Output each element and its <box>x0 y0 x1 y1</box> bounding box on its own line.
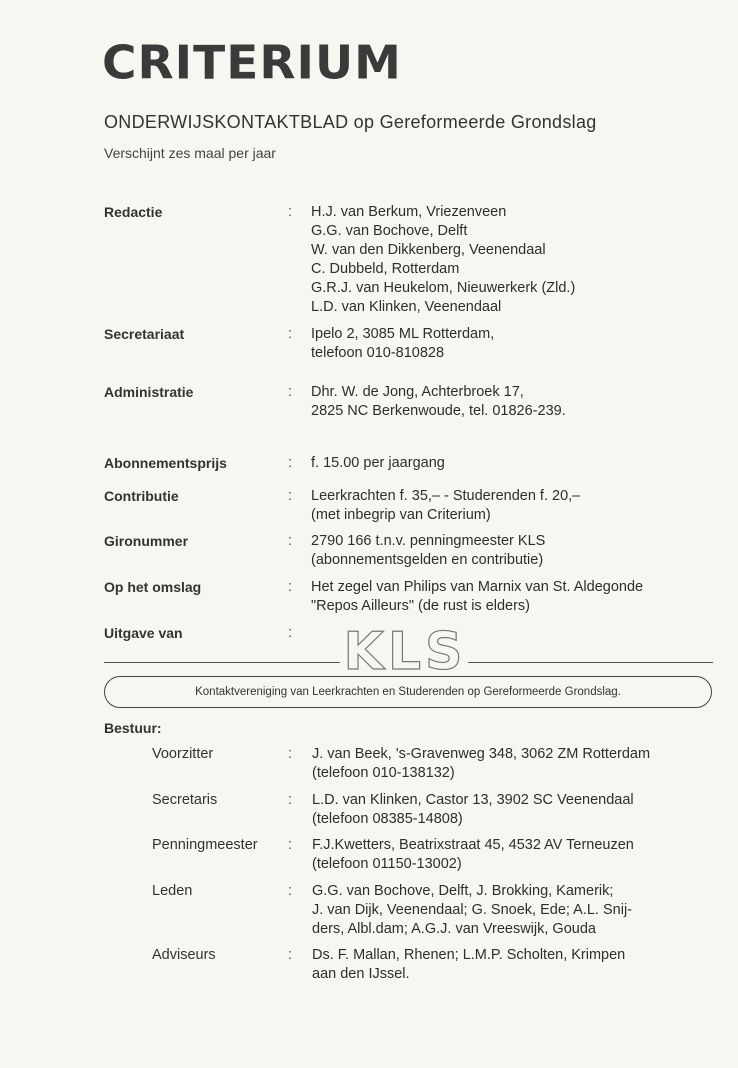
board-line: (telefoon 01150-13002) <box>312 856 462 872</box>
info-value <box>311 383 731 421</box>
board-value <box>312 836 727 874</box>
colon: : <box>288 533 293 549</box>
board-value <box>312 882 727 939</box>
info-line: Ipelo 2, 3085 ML Rotterdam, <box>311 326 495 342</box>
board-line: (telefoon 08385-14808) <box>312 811 463 827</box>
info-value <box>311 203 731 317</box>
divider <box>468 662 713 663</box>
info-line: C. Dubbeld, Rotterdam <box>311 261 460 277</box>
info-line: Het zegel van Philips van Marnix van St. Aldegonde <box>311 579 644 595</box>
board-line: ders, Albl.dam; A.G.J. van Vreeswijk, Gouda <box>312 921 596 937</box>
info-line: H.J. van Berkum, Vriezenveen <box>311 204 507 220</box>
association-banner <box>104 676 712 708</box>
colon: : <box>288 837 293 853</box>
publication-frequency: Verschijnt zes maal per jaar <box>104 145 276 161</box>
colon: : <box>288 204 293 220</box>
info-value <box>311 325 731 363</box>
info-line: 2790 166 t.n.v. penningmeester KLS <box>311 533 546 549</box>
colon: : <box>288 746 293 762</box>
info-line: "Repos Ailleurs" (de rust is elders) <box>311 598 531 614</box>
colon: : <box>288 384 293 400</box>
masthead-subtitle: ONDERWIJSKONTAKTBLAD op Gereformeerde Grondslag <box>104 112 597 132</box>
board-title: Bestuur: <box>104 720 162 736</box>
colon: : <box>288 883 293 899</box>
board-value <box>312 745 727 783</box>
board-line: J. van Beek, 's-Gravenweg 348, 3062 ZM Rotterdam <box>312 746 651 762</box>
board-role: Voorzitter <box>152 746 214 762</box>
colon: : <box>288 455 293 471</box>
divider <box>104 662 340 663</box>
board-line: aan den IJssel. <box>312 966 410 982</box>
info-line: W. van den Dikkenberg, Veenendaal <box>311 242 546 258</box>
board-line: F.J.Kwetters, Beatrixstraat 45, 4532 AV Terneuzen <box>312 837 634 853</box>
info-line: 2825 NC Berkenwoude, tel. 01826-239. <box>311 403 566 419</box>
info-line: f. 15.00 per jaargang <box>311 455 445 471</box>
board-role: Leden <box>152 883 193 899</box>
info-value <box>311 578 731 616</box>
colon: : <box>288 326 293 342</box>
board-role: Adviseurs <box>152 947 216 963</box>
board-line: J. van Dijk, Veenendaal; G. Snoek, Ede; A.L. Snij- <box>312 902 632 918</box>
board-line: Ds. F. Mallan, Rhenen; L.M.P. Scholten, Krimpen <box>312 947 626 963</box>
masthead-title: CRITERIUM <box>102 36 402 91</box>
info-line: L.D. van Klinken, Veenendaal <box>311 299 502 315</box>
association-name: Kontaktvereniging van Leerkrachten en Studerenden op Gereformeerde Grondslag. <box>195 686 621 698</box>
board-role: Secretaris <box>152 792 218 808</box>
info-label: Abonnementsprijs <box>104 455 227 471</box>
board-line: (telefoon 010-138132) <box>312 765 455 781</box>
info-value <box>311 532 731 570</box>
colon: : <box>288 579 293 595</box>
kls-logo <box>340 625 470 675</box>
info-line: (met inbegrip van Criterium) <box>311 507 491 523</box>
board-role: Penningmeester <box>152 837 258 853</box>
info-label: Op het omslag <box>104 579 202 595</box>
info-value <box>311 454 731 473</box>
info-line: Leerkrachten f. 35,– - Studerenden f. 20,– <box>311 488 581 504</box>
info-line: (abonnementsgelden en contributie) <box>311 552 544 568</box>
info-label: Secretariaat <box>104 326 185 342</box>
info-line: G.G. van Bochove, Delft <box>311 223 468 239</box>
info-line: G.R.J. van Heukelom, Nieuwerkerk (Zld.) <box>311 280 576 296</box>
colon: : <box>288 947 293 963</box>
info-line: Dhr. W. de Jong, Achterbroek 17, <box>311 384 524 400</box>
board-value <box>312 791 727 829</box>
colon: : <box>288 792 293 808</box>
board-line: G.G. van Bochove, Delft, J. Brokking, Kamerik; <box>312 883 614 899</box>
info-label: Uitgave van <box>104 625 183 641</box>
colon: : <box>288 488 293 504</box>
board-line: L.D. van Klinken, Castor 13, 3902 SC Veenendaal <box>312 792 634 808</box>
info-label: Redactie <box>104 204 163 220</box>
info-value <box>311 487 731 525</box>
board-value <box>312 946 727 984</box>
info-label: Administratie <box>104 384 194 400</box>
colon: : <box>288 625 293 641</box>
kls-logo-text: KLS <box>343 625 467 675</box>
info-label: Contributie <box>104 488 179 504</box>
info-line: telefoon 010-810828 <box>311 345 445 361</box>
info-label: Gironummer <box>104 533 189 549</box>
